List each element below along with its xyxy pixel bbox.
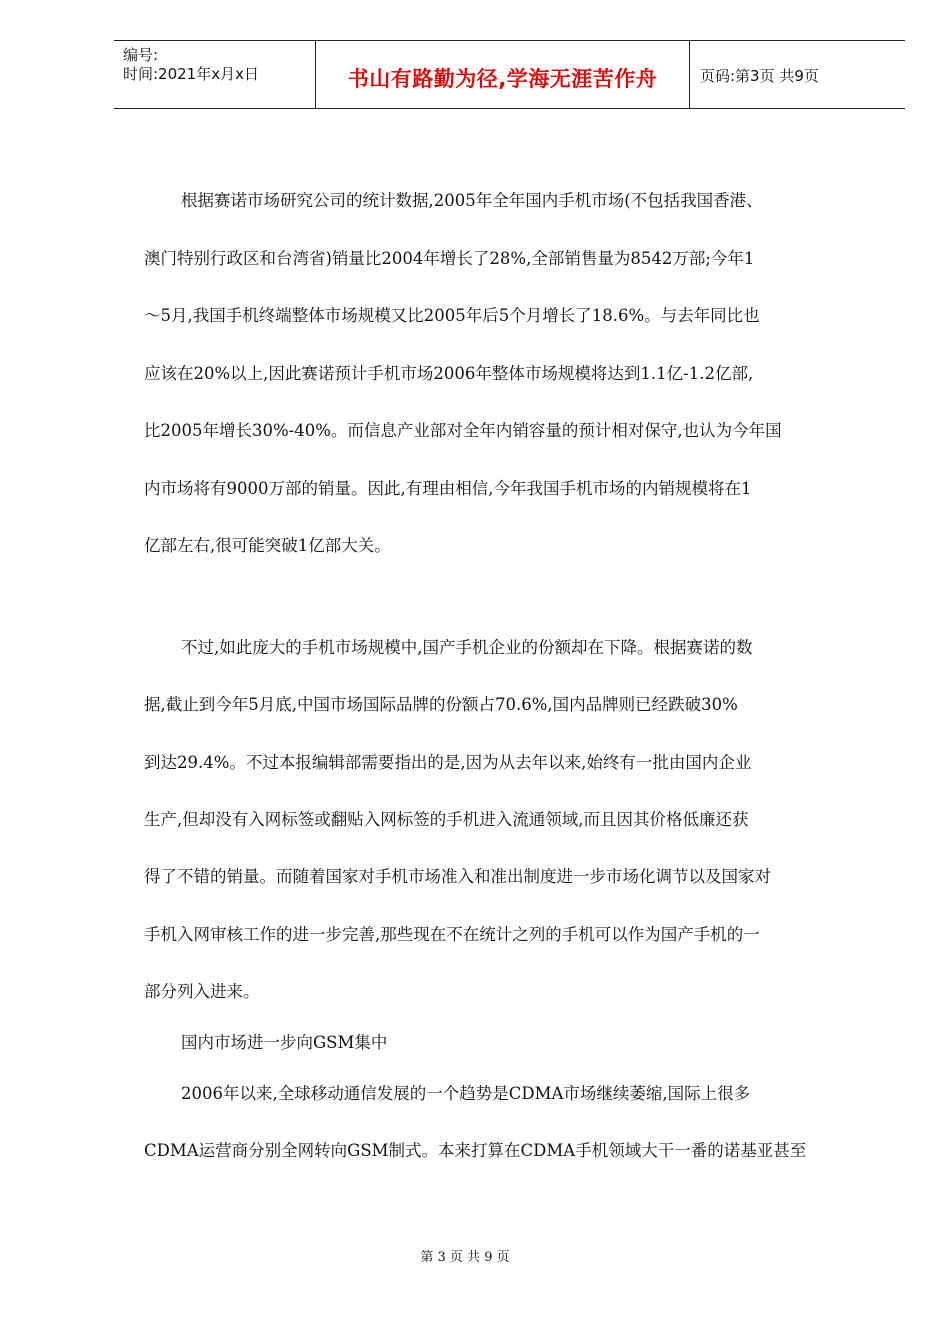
paragraph-line: 根据赛诺市场研究公司的统计数据,2005年全年国内手机市场(不包括我国香港、 [181, 191, 763, 210]
paragraph-line: CDMA运营商分别全网转向GSM制式。本来打算在CDMA手机领域大干一番的诺基亚甚至 [144, 1141, 807, 1160]
paragraph-line: 比2005年增长30%-40%。而信息产业部对全年内销容量的预计相对保守,也认为今年国 [144, 421, 782, 440]
section-heading: 国内市场进一步向GSM集中 [181, 1033, 388, 1052]
paragraph-line: ～5月,我国手机终端整体市场规模又比2005年后5个月增长了18.6%。与去年同比也 [144, 306, 760, 325]
paragraph-line: 亿部左右,很可能突破1亿部大关。 [144, 536, 391, 555]
paragraph-line: 得了不错的销量。而随着国家对手机市场准入和准出制度进一步市场化调节以及国家对 [144, 867, 771, 886]
document-time-label: 时间:2021年x月x日 [123, 65, 259, 83]
paragraph-line: 不过,如此庞大的手机市场规模中,国产手机企业的份额却在下降。根据赛诺的数 [181, 638, 753, 657]
paragraph-line: 2006年以来,全球移动通信发展的一个趋势是CDMA市场继续萎缩,国际上很多 [181, 1084, 751, 1103]
page-header [114, 40, 905, 109]
paragraph-line: 据,截止到今年5月底,中国市场国际品牌的份额占70.6%,国内品牌则已经跌破30% [144, 695, 738, 714]
header-page-cell [690, 41, 905, 108]
header-meta-cell [114, 41, 316, 108]
paragraph-line: 到达29.4%。不过本报编辑部需要指出的是,因为从去年以来,始终有一批由国内企业 [144, 753, 752, 772]
header-motto-cell [316, 41, 690, 108]
paragraph-line: 应该在20%以上,因此赛诺预计手机市场2006年整体市场规模将达到1.1亿-1.2亿部, [144, 364, 754, 383]
paragraph-line: 部分列入进来。 [144, 982, 260, 1001]
document-number-label: 编号: [123, 46, 159, 64]
paragraph-line: 手机入网审核工作的进一步完善,那些现在不在统计之列的手机可以作为国产手机的一 [144, 925, 760, 944]
paragraph-line: 生产,但却没有入网标签或翻贴入网标签的手机进入流通领域,而且因其价格低廉还获 [144, 810, 749, 829]
header-page-info: 页码:第3页 共9页 [700, 67, 819, 85]
page-footer [0, 1246, 950, 1265]
paragraph-line: 内市场将有9000万部的销量。因此,有理由相信,今年我国手机市场的内销规模将在1 [144, 479, 752, 498]
header-motto: 书山有路勤为径,学海无涯苦作舟 [347, 67, 658, 91]
footer-page-number: 第 3 页 共 9 页 [420, 1250, 510, 1265]
paragraph-line: 澳门特别行政区和台湾省)销量比2004年增长了28%,全部销售量为8542万部;今年1 [144, 249, 755, 268]
